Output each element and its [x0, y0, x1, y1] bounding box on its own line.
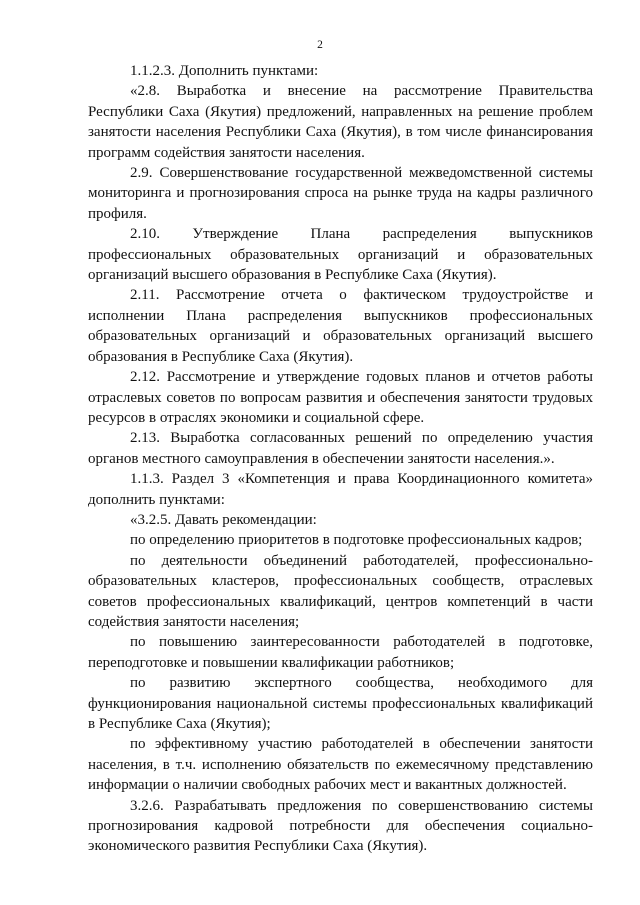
paragraph-2-11: 2.11. Рассмотрение отчета о фактическом трудоустройстве и исполнении Плана распределения выпускников профессиональных образовательных организаций и образовательных организаций высшего образования в Республике Саха (Якутия). — [88, 287, 593, 365]
paragraph-2-10: 2.10. Утверждение Плана распределения выпускников профессиональных образовательных организаций и образовательных организаций высшего образования в Республике Саха (Якутия). — [88, 226, 593, 284]
recommendation-item: по деятельности объединений работодателей, профессионально-образовательных кластеров, профессиональных сообществ, отраслевых советов профессиональных квалификаций, центров компетенций в части содействия занятости населения; — [88, 552, 593, 630]
paragraph-2-8: «2.8. Выработка и внесение на рассмотрение Правительства Республики Саха (Якутия) предложений, направленных на решение проблем занятости населения Республики Саха (Якутия), в том числе финансирования программ содействия занятости населения. — [88, 83, 593, 161]
paragraph-2-12: 2.12. Рассмотрение и утверждение годовых планов и отчетов работы отраслевых советов по вопросам развития и обеспечения занятости трудовых ресурсов в отраслях экономики и социальной сфере. — [88, 369, 593, 426]
paragraph-3-2-6: 3.2.6. Разрабатывать предложения по совершенствованию системы прогнозирования кадровой потребности для обеспечения социально-экономического развития Республики Саха (Якутия). — [88, 797, 593, 855]
paragraph-2-13: 2.13. Выработка согласованных решений по определению участия органов местного самоуправления в обеспечении занятости населения.». — [88, 430, 593, 467]
paragraph-1-1-2-3: 1.1.2.3. Дополнить пунктами: — [130, 63, 319, 79]
recommendation-item: по повышению заинтересованности работодателей в подготовке, переподготовке и повышении квалификации работников; — [88, 634, 593, 671]
recommendation-item: по развитию экспертного сообщества, необходимого для функционирования национальной системы профессиональных квалификаций в Республике Саха (Якутия); — [88, 675, 593, 732]
paragraph-1-1-3: 1.1.3. Раздел 3 «Компетенция и права Координационного комитета» дополнить пунктами: — [88, 471, 593, 508]
page-number: 2 — [317, 39, 323, 51]
document-body — [88, 61, 593, 857]
paragraph-2-9: 2.9. Совершенствование государственной межведомственной системы мониторинга и прогнозирования спроса на рынке труда на кадры различного профиля. — [88, 165, 593, 222]
recommendation-item: по эффективному участию работодателей в обеспечении занятости населения, в т.ч. исполнению обязательств по ежемесячному представлению информации о наличии свободных рабочих мест и вакантных должностей. — [88, 736, 593, 794]
recommendation-item: по определению приоритетов в подготовке профессиональных кадров; — [130, 532, 583, 549]
paragraph-3-2-5: «3.2.5. Давать рекомендации: — [130, 511, 317, 528]
